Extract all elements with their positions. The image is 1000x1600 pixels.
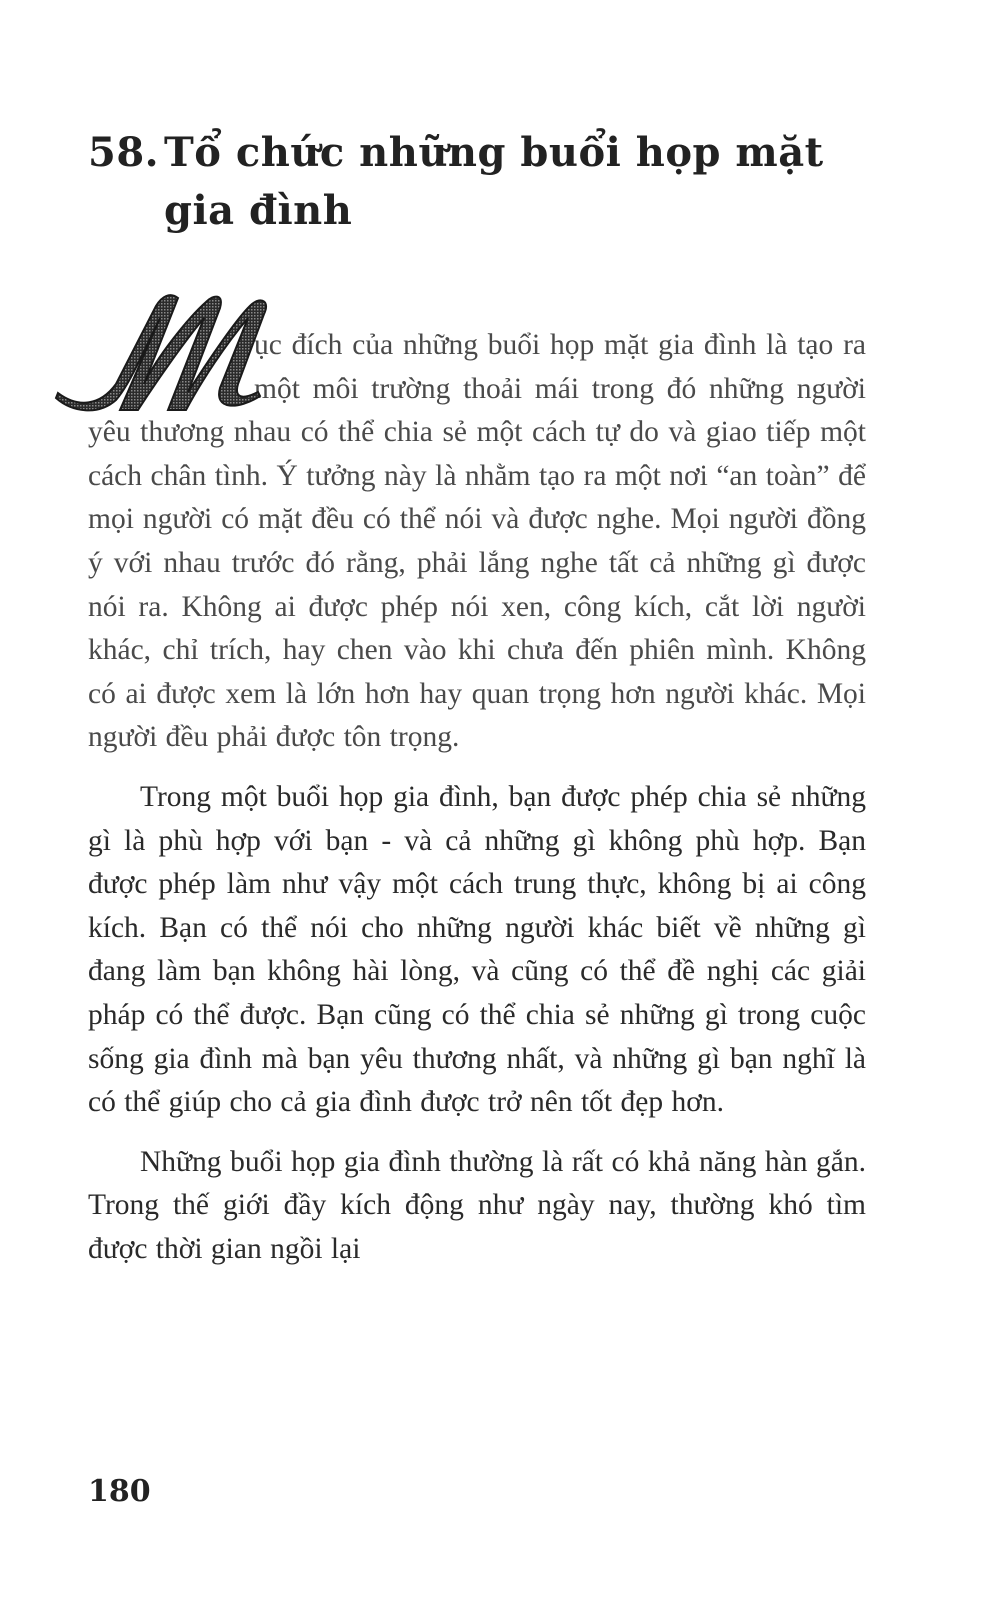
chapter-title	[88, 124, 908, 240]
page-number: 180	[88, 1474, 151, 1509]
paragraph-2: Trong một buổi họp gia đình, bạn được phép chia sẻ những gì là phù hợp với bạn - và cả những gì không phù hợp. Bạn được phép làm như vậy một cách trung thực, không bị ai công kích. Bạn có thể nói cho những người khác biết về những gì đang làm bạn không hài lòng, và cũng có thể đề nghị các giải pháp có thể được. Bạn cũng có thể chia sẻ những gì trong cuộc sống gia đình mà bạn yêu thương nhất, và những gì bạn nghĩ là có thể giúp cho cả gia đình được trở nên tốt đẹp hơn.	[88, 780, 866, 1119]
chapter-title-line1: Tổ chức những buổi họp mặt	[164, 129, 824, 176]
paragraph-1-text: ục đích của những buổi họp mặt gia đình là tạo ra một môi trường thoải mái trong đó những người yêu thương nhau có thể chia sẻ một cách tự do và giao tiếp một cách chân tình. Ý tưởng này là nhằm tạo ra một nơi “an toàn” để mọi người có mặt đều có thể nói và được nghe. Mọi người đồng ý với nhau trước đó rằng, phải lắng nghe tất cả những gì được nói ra. Không ai được phép nói xen, công kích, cắt lời người khác, chỉ trích, hay chen vào khi chưa đến phiên mình. Không có ai được xem là lớn hơn hay quan trọng hơn người khác. Mọi người đều phải được tôn trọng.	[88, 329, 866, 754]
chapter-title-line2: gia đình	[164, 187, 353, 234]
drop-cap	[38, 324, 250, 410]
paragraph-1	[88, 324, 866, 760]
body-text	[88, 324, 866, 1287]
drop-cap-letter-m	[38, 288, 268, 418]
paragraph-3: Những buổi họp gia đình thường là rất có khả năng hàn gắn. Trong thế giới đầy kích động như ngày nay, thường khó tìm được thời gian ngồi lại	[88, 1145, 866, 1265]
chapter-number: 58.	[88, 129, 160, 176]
